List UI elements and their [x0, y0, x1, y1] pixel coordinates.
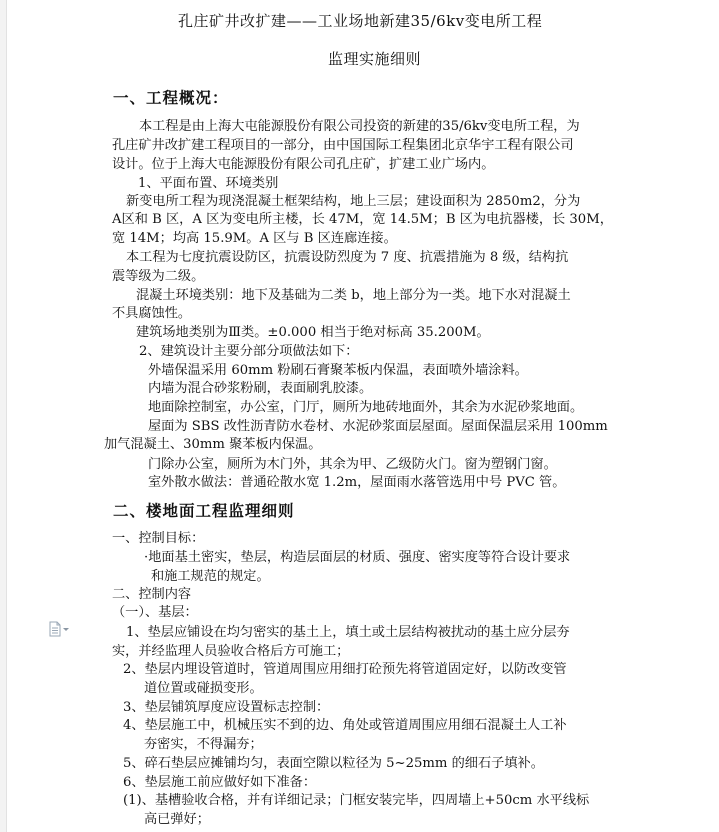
s2-line-9: 3、垫层铺筑厚度应设置标志控制：: [123, 700, 330, 715]
s2-line-15: 高已弹好；: [144, 812, 210, 827]
s2-line-1: ·地面基土密实，垫层，构造层面层的材质、强度、密实度等符合设计要求: [144, 550, 571, 565]
s2-line-8: 道位置或碰损变形。: [144, 681, 263, 696]
s1-line-10: 不具腐蚀性。: [112, 306, 192, 321]
title-line-2: 监理实施细则: [328, 50, 422, 68]
s1-line-3: 1、平面布置、环境类别: [138, 176, 279, 191]
s2-line-13: 6、垫层施工前应做好如下准备：: [123, 775, 317, 790]
s1-line-16: 屋面为 SBS 改性沥青防水卷材、水泥砂浆面层屋面。屋面保温层采用 100mm: [148, 419, 608, 434]
s1-line-4: 新变电所工程为现浇混凝土框架结构，地上三层；建设面积为 2850m2，分为: [126, 194, 581, 209]
s2-line-14: (1)、基槽验收合格，并有详细记录；门框安装完毕，四周墙上+50cm 水平线标: [123, 793, 590, 808]
document-icon[interactable]: [48, 621, 70, 637]
title-line-1: 孔庄矿井改扩建——工业场地新建35/6kv变电所工程: [178, 12, 543, 30]
s1-line-6: 宽 14M；均高 15.9M。A 区与 B 区连廊连接。: [112, 231, 397, 246]
s1-line-14: 内墙为混合砂浆粉刷，表面刷乳胶漆。: [148, 381, 373, 396]
section-1-heading: 一、工程概况：: [113, 89, 229, 107]
page-left-edge: [0, 0, 7, 832]
s1-line-12: 2、建筑设计主要分部分项做法如下：: [139, 344, 359, 359]
s1-line-18: 门除办公室，厕所为木门外，其余为甲、乙级防火门。窗为塑钢门窗。: [148, 457, 557, 472]
s2-line-3: 二、控制内容: [112, 587, 192, 602]
s2-line-7: 2、垫层内埋设管道时，管道周围应用细打砼预先将管道固定好，以防改变管: [123, 662, 567, 677]
s1-line-5: A区和 B 区，A 区为变电所主楼，长 47M，宽 14.5M；B 区为电抗器楼，长 30M，: [112, 212, 613, 227]
s2-line-4: （一）、基层：: [112, 605, 198, 620]
s1-line-8: 震等级为二级。: [112, 269, 205, 284]
s1-line-15: 地面除控制室，办公室，门厅，厕所为地砖地面外，其余为水泥砂浆地面。: [148, 400, 584, 415]
s2-line-6: 实，并经监理人员验收合格后方可施工；: [112, 644, 350, 659]
s2-line-5: 1、垫层应铺设在均匀密实的基土上，填土或土层结构被扰动的基土应分层夯: [126, 625, 570, 640]
s2-line-2: 和施工规范的规定。: [151, 569, 270, 584]
s1-line-19: 室外散水做法：普通砼散水宽 1.2m，屋面雨水落管选用中号 PVC 管。: [148, 475, 566, 490]
s1-line-11: 建筑场地类别为Ⅲ类。±0.000 相当于绝对标高 35.200M。: [136, 325, 490, 340]
s1-line-17: 加气混凝土、30mm 聚苯板内保温。: [104, 437, 322, 452]
s2-line-12: 5、碎石垫层应摊铺均匀，表面空隙以粒径为 5~25mm 的细石子填补。: [123, 756, 544, 771]
s1-line-7: 本工程为七度抗震设防区，抗震设防烈度为 7 度、抗震措施为 8 级，结构抗: [126, 250, 569, 265]
s2-line-10: 4、垫层施工中，机械压实不到的边、角处或管道周围应用细石混凝土人工补: [123, 718, 567, 733]
s2-line-11: 夯密实，不得漏夯；: [144, 737, 263, 752]
s1-line-0: 本工程是由上海大屯能源股份有限公司投资的新建的35/6kv变电所工程，为: [139, 119, 580, 134]
s2-line-0: 一、控制目标：: [112, 531, 205, 546]
section-2-heading: 二、楼地面工程监理细则: [113, 502, 295, 520]
s1-line-9: 混凝土环境类别：地下及基础为二类 b，地上部分为一类。地下水对混凝土: [136, 288, 571, 303]
s1-line-2: 设计。位于上海大屯能源股份有限公司孔庄矿，扩建工业广场内。: [112, 157, 495, 172]
s1-line-1: 孔庄矿井改扩建工程项目的一部分，由中国国际工程集团北京华宇工程有限公司: [112, 138, 574, 153]
s1-line-13: 外墙保温采用 60mm 粉刷石膏聚苯板内保温，表面喷外墙涂料。: [148, 363, 528, 378]
